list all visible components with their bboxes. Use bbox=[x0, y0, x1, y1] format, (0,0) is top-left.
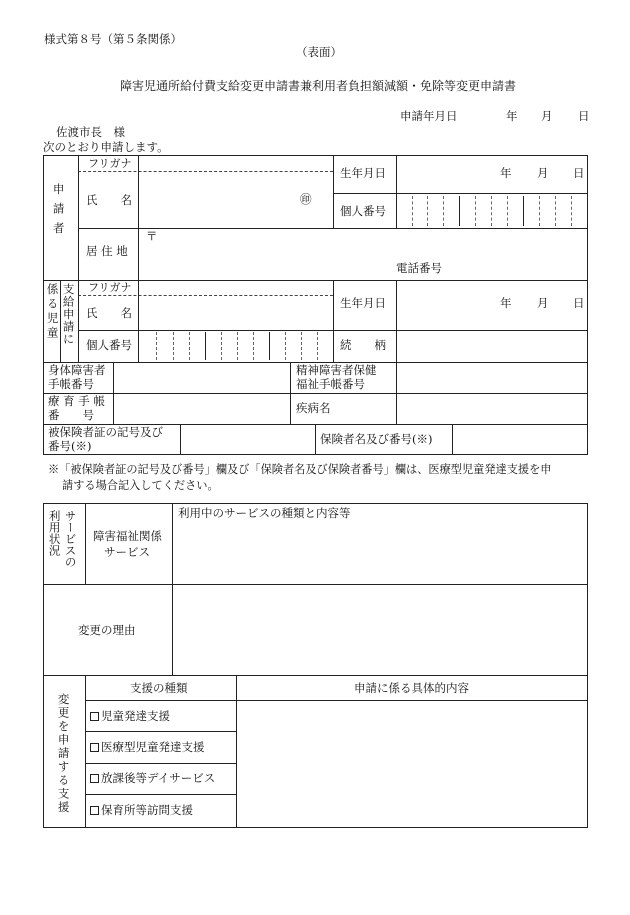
child-id-label: 個人番号 bbox=[86, 338, 132, 352]
checkbox-icon[interactable] bbox=[90, 712, 99, 721]
support-item[interactable] bbox=[90, 742, 205, 754]
support-kind-header: 支援の種類 bbox=[130, 681, 188, 695]
ryoiku-handbook-label-1: 療 育 手 帳 bbox=[48, 394, 105, 408]
support-section-label: 変更を申請する支援 bbox=[56, 693, 71, 815]
checkbox-icon[interactable] bbox=[90, 774, 99, 783]
support-item-label: 放課後等デイサービス bbox=[101, 771, 216, 785]
support-item-label: 保育所等訪問支援 bbox=[101, 803, 193, 817]
service-status-label-b: 利用状況 bbox=[47, 510, 62, 556]
child-birth-year-unit: 年 bbox=[500, 296, 512, 310]
side-label: （表面） bbox=[296, 45, 342, 59]
disease-label: 疾病名 bbox=[296, 401, 331, 415]
service-status-label-a: サービスの bbox=[63, 510, 78, 568]
insurer-label: 保険者名及び番号(※) bbox=[320, 432, 433, 446]
applicant-furigana-label: フリガナ bbox=[88, 157, 132, 170]
service-content-label: 利用中のサービスの種類と内容等 bbox=[178, 506, 351, 520]
relation-label: 続 柄 bbox=[340, 338, 386, 352]
note-line-2: 請する場合記入してください。 bbox=[62, 479, 219, 492]
applicant-name-label: 氏 名 bbox=[86, 193, 132, 207]
insured-label-2: 番号(※) bbox=[48, 439, 92, 453]
date-month-unit: 月 bbox=[541, 109, 553, 123]
addressee: 佐渡市長 様 bbox=[56, 125, 125, 139]
note-line-1: ※「被保険者証の記号及び番号」欄及び「保険者名及び保険者番号」欄は、医療型児童発達支援を申 bbox=[48, 463, 552, 476]
support-item-label: 児童発達支援 bbox=[101, 709, 170, 723]
insured-label-1: 被保険者証の記号及び bbox=[48, 425, 163, 439]
applicant-birth-month-unit: 月 bbox=[537, 166, 549, 180]
ryoiku-handbook-label-2: 番 号 bbox=[48, 408, 94, 422]
physical-handbook-label-2: 手帳番号 bbox=[48, 377, 94, 391]
support-item[interactable] bbox=[90, 805, 193, 817]
service-type-label-1: 障害福祉関係 bbox=[93, 529, 162, 543]
child-name-label: 氏 名 bbox=[86, 306, 132, 320]
seal-mark: ㊞ bbox=[300, 192, 312, 206]
applicant-birth-year-unit: 年 bbox=[500, 166, 512, 180]
date-label: 申請年月日 bbox=[400, 109, 458, 123]
child-birth-month-unit: 月 bbox=[537, 296, 549, 310]
applicant-birth-label: 生年月日 bbox=[340, 166, 386, 180]
applicant-section-label: 申請者 bbox=[51, 183, 66, 242]
postal-mark: 〒 bbox=[146, 229, 158, 243]
support-detail-header: 申請に係る具体的内容 bbox=[354, 681, 469, 695]
support-item-label: 医療型児童発達支援 bbox=[101, 740, 205, 754]
child-furigana-label: フリガナ bbox=[88, 281, 132, 294]
checkbox-icon[interactable] bbox=[90, 743, 99, 752]
mental-handbook-label-2: 福祉手帳番号 bbox=[296, 377, 365, 391]
child-birth-day-unit: 日 bbox=[573, 296, 585, 310]
checkbox-icon[interactable] bbox=[90, 806, 99, 815]
support-item[interactable] bbox=[90, 773, 215, 785]
phone-label: 電話番号 bbox=[396, 261, 442, 275]
date-day-unit: 日 bbox=[578, 109, 590, 123]
child-birth-label: 生年月日 bbox=[340, 296, 386, 310]
child-section-label-a: 係る児童 bbox=[45, 283, 60, 341]
applicant-id-label: 個人番号 bbox=[340, 204, 386, 218]
reason-label: 変更の理由 bbox=[78, 623, 136, 637]
service-type-label-2: サービス bbox=[104, 545, 150, 559]
form-number: 様式第８号（第５条関係） bbox=[44, 32, 182, 46]
applicant-birth-day-unit: 日 bbox=[573, 166, 585, 180]
support-item[interactable] bbox=[90, 711, 170, 723]
form-title: 障害児通所給付費支給変更申請書兼利用者負担額減額・免除等変更申請書 bbox=[120, 79, 517, 93]
child-section-label-b: 支給申請に bbox=[61, 283, 76, 346]
mental-handbook-label-1: 精神障害者保健 bbox=[296, 363, 377, 377]
physical-handbook-label-1: 身体障害者 bbox=[48, 363, 106, 377]
intro-text: 次のとおり申請します。 bbox=[43, 140, 169, 154]
date-year-unit: 年 bbox=[506, 109, 518, 123]
applicant-address-label: 居 住 地 bbox=[86, 244, 128, 258]
